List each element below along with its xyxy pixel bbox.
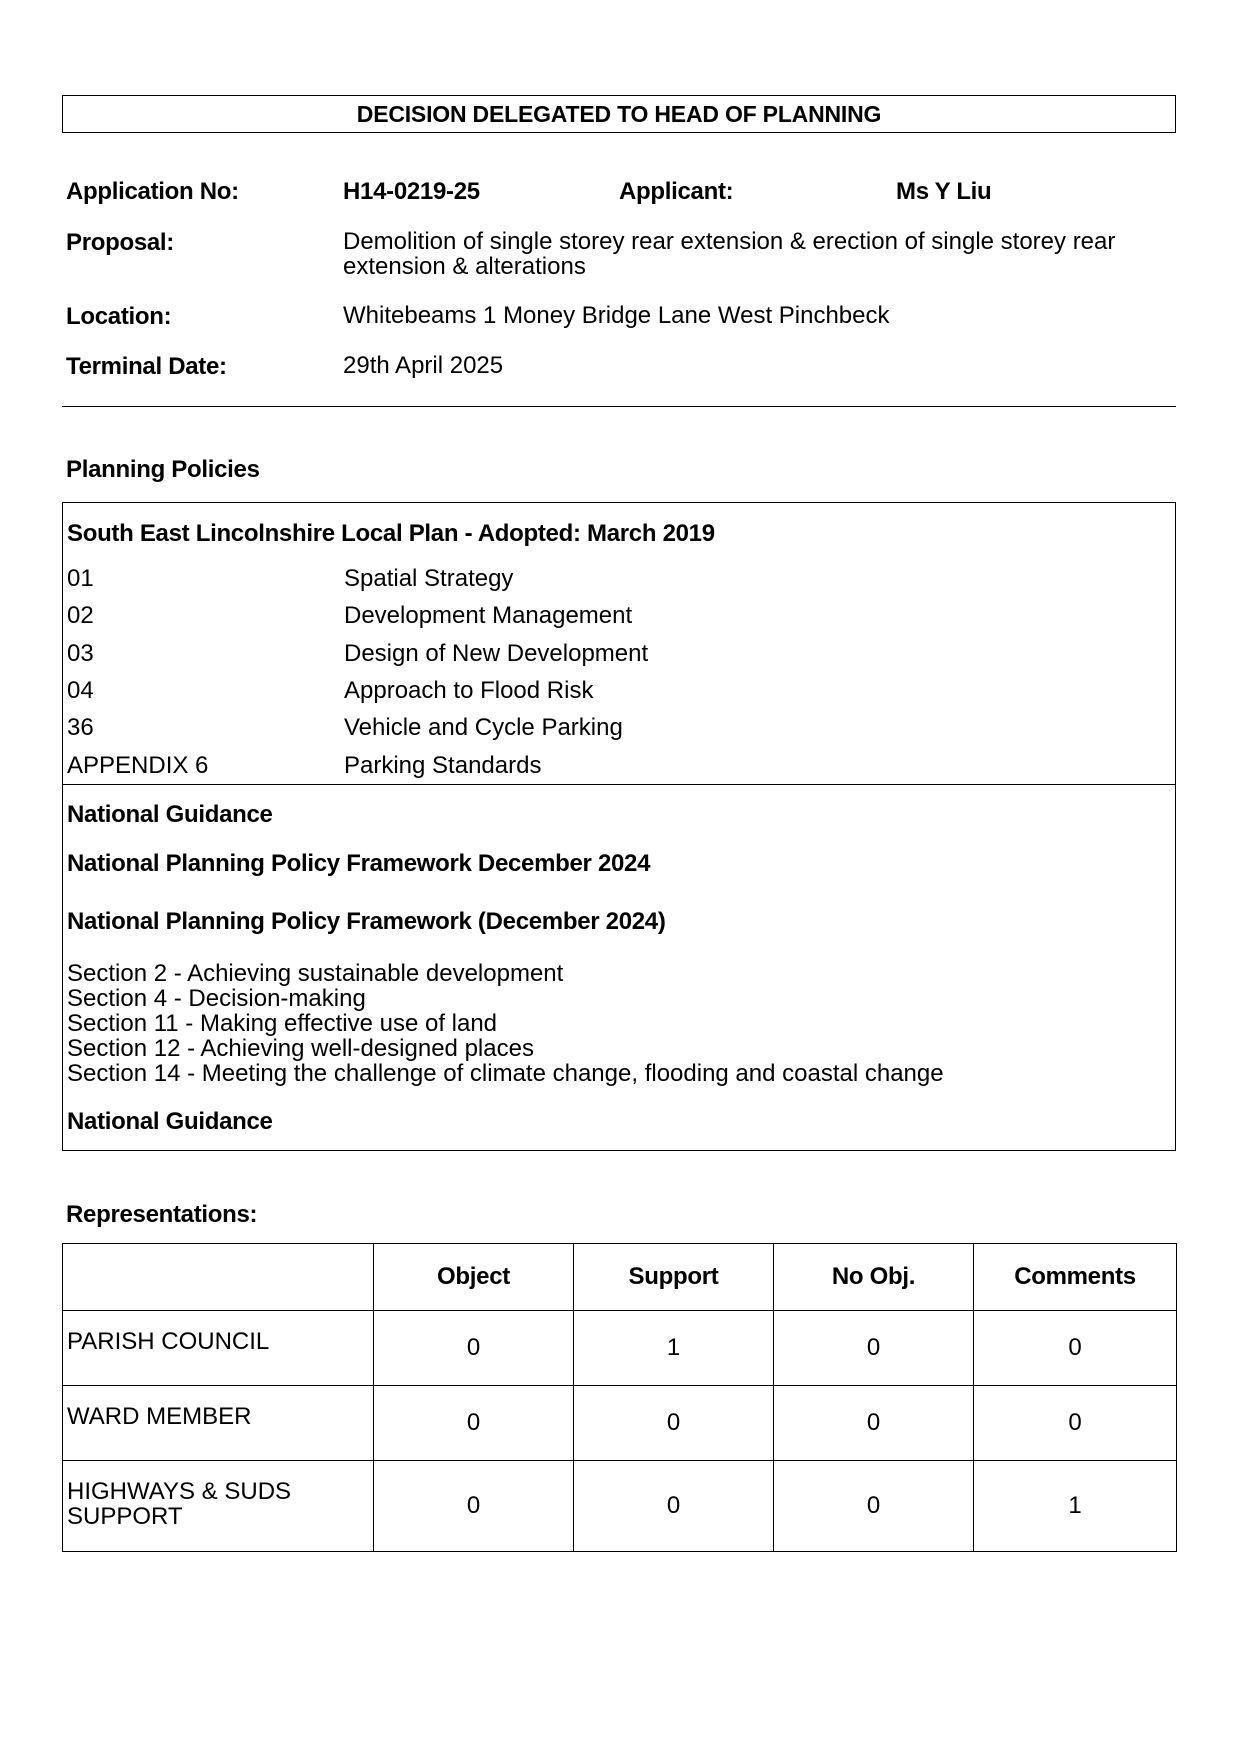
comments-count: 1 (974, 1461, 1177, 1552)
table-header-row (63, 1244, 1177, 1311)
column-header (63, 1244, 374, 1311)
nppf-section-item: Section 12 - Achieving well-designed places (67, 1035, 534, 1062)
policy-code: 36 (67, 714, 94, 741)
support-count: 0 (574, 1386, 774, 1461)
comments-count: 0 (974, 1311, 1177, 1386)
nppf-section-item: Section 14 - Meeting the challenge of climate change, flooding and coastal change (67, 1060, 944, 1087)
column-header: Support (574, 1244, 774, 1311)
policy-name: Design of New Development (344, 640, 649, 667)
applicant-label: Applicant: (619, 178, 734, 205)
nppf-heading: National Planning Policy Framework December 2024 (67, 850, 651, 877)
divider (62, 406, 1176, 407)
nppf-section-item: Section 11 - Making effective use of land (67, 1010, 498, 1037)
policy-code: 04 (67, 677, 94, 704)
row-name: PARISH COUNCIL (63, 1311, 374, 1386)
representations-table (62, 1243, 1177, 1552)
applicant-value: Ms Y Liu (896, 178, 992, 205)
nppf-sections-list (67, 961, 944, 1086)
no-obj-count: 0 (774, 1461, 974, 1552)
application-no-label: Application No: (66, 178, 239, 205)
column-header: No Obj. (774, 1244, 974, 1311)
proposal-label: Proposal: (66, 229, 174, 256)
support-count: 1 (574, 1311, 774, 1386)
policy-name: Parking Standards (344, 752, 542, 779)
table-row (63, 1461, 1177, 1552)
support-count: 0 (574, 1461, 774, 1552)
local-plan-title: South East Lincolnshire Local Plan - Adopted: March 2019 (67, 520, 715, 547)
object-count: 0 (374, 1386, 574, 1461)
policy-name: Approach to Flood Risk (344, 677, 594, 704)
no-obj-count: 0 (774, 1386, 974, 1461)
representations-heading: Representations: (66, 1201, 258, 1228)
location-value: Whitebeams 1 Money Bridge Lane West Pinchbeck (343, 302, 890, 329)
column-header: Object (374, 1244, 574, 1311)
row-name: HIGHWAYS & SUDS SUPPORT (63, 1461, 374, 1552)
column-header: Comments (974, 1244, 1177, 1311)
row-name: WARD MEMBER (63, 1386, 374, 1461)
policy-code: 03 (67, 640, 94, 667)
table-row (63, 1311, 1177, 1386)
object-count: 0 (374, 1311, 574, 1386)
comments-count: 0 (974, 1386, 1177, 1461)
nppf-section-item: Section 4 - Decision-making (67, 985, 366, 1012)
application-no-value: H14-0219-25 (343, 178, 480, 205)
terminal-date-value: 29th April 2025 (343, 352, 504, 379)
policy-name: Vehicle and Cycle Parking (344, 714, 623, 741)
proposal-value: Demolition of single storey rear extension & erection of single storey rear extension & alterations (343, 228, 1116, 280)
nppf-subheading: National Planning Policy Framework (December 2024) (67, 908, 666, 935)
policy-code: 01 (67, 565, 94, 592)
policies-divider (63, 784, 1175, 785)
terminal-date-label: Terminal Date: (66, 353, 227, 380)
policy-code: 02 (67, 602, 94, 629)
location-label: Location: (66, 303, 172, 330)
policy-code: APPENDIX 6 (67, 752, 209, 779)
object-count: 0 (374, 1461, 574, 1552)
national-guidance-heading: National Guidance (67, 801, 273, 828)
policy-name: Spatial Strategy (344, 565, 514, 592)
policies-box (62, 502, 1176, 1151)
national-guidance-heading: National Guidance (67, 1108, 273, 1135)
policy-name: Development Management (344, 602, 633, 629)
no-obj-count: 0 (774, 1311, 974, 1386)
page-title: DECISION DELEGATED TO HEAD OF PLANNING (62, 95, 1176, 133)
table-row (63, 1386, 1177, 1461)
nppf-section-item: Section 2 - Achieving sustainable development (67, 960, 564, 987)
planning-policies-heading: Planning Policies (66, 456, 260, 483)
